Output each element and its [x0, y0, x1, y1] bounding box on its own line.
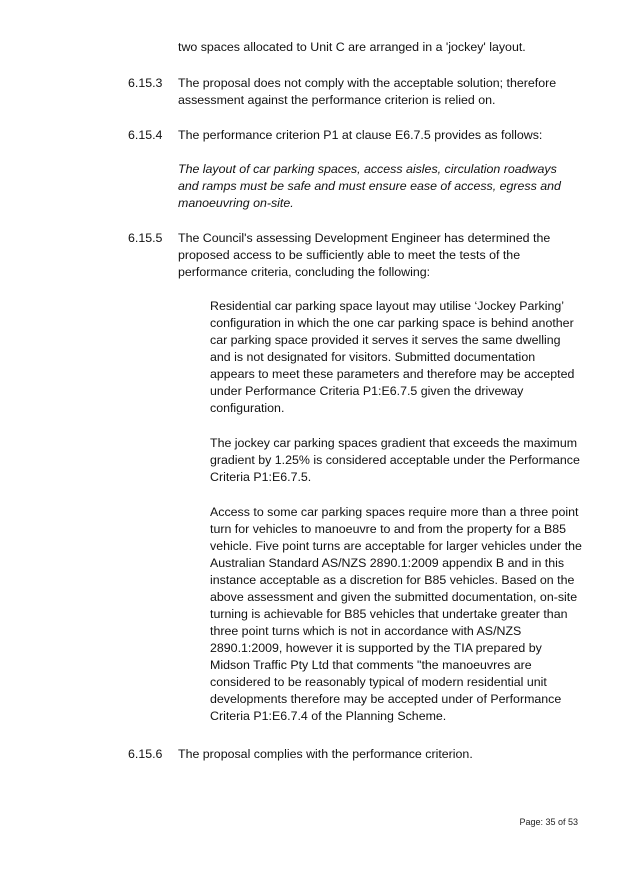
engineer-quote-line: turn for vehicles to manoeuvre to and from the property for a B85	[210, 522, 567, 536]
section-number: 6.15.4	[128, 128, 163, 142]
engineer-quote-line: car parking space provided it serves it serves the same dwelling	[210, 333, 561, 347]
engineer-quote-line: configuration.	[210, 401, 285, 415]
intro-line: two spaces allocated to Unit C are arranged in a 'jockey' layout.	[178, 40, 526, 54]
section-text-line: assessment against the performance criterion is relied on.	[178, 93, 496, 107]
section-text-line: proposed access to be sufficiently able to meet the tests of the	[178, 248, 521, 262]
engineer-quote-line: turning is achievable for B85 vehicles that undertake greater than	[210, 607, 568, 621]
section-number: 6.15.5	[128, 231, 163, 245]
criterion-quote-line: The layout of car parking spaces, access aisles, circulation roadways	[178, 162, 557, 176]
engineer-quote-line: appears to meet these parameters and therefore may be accepted	[210, 367, 575, 381]
engineer-quote-line: Midson Traffic Pty Ltd that comments "the manoeuvres are	[210, 658, 532, 672]
engineer-quote-line: developments therefore may be accepted under of Performance	[210, 692, 562, 706]
engineer-quote-line: configuration in which the one car parking space is behind another	[210, 316, 574, 330]
engineer-quote-line: Australian Standard AS/NZS 2890.1:2009 appendix B and in this	[210, 556, 565, 570]
engineer-quote-line: instance acceptable as a discretion for B85 vehicles. Based on the	[210, 573, 575, 587]
engineer-quote-line: Residential car parking space layout may utilise ‘Jockey Parking’	[210, 299, 564, 313]
section-text-line: The Council's assessing Development Engineer has determined the	[178, 231, 551, 245]
section-number: 6.15.3	[128, 76, 163, 90]
engineer-quote-line: Criteria P1:E6.7.4 of the Planning Scheme.	[210, 709, 447, 723]
engineer-quote-line: The jockey car parking spaces gradient that exceeds the maximum	[210, 436, 578, 450]
engineer-quote-line: considered to be reasonably typical of modern residential unit	[210, 675, 547, 689]
criterion-quote-line: and ramps must be safe and must ensure ease of access, egress and	[178, 179, 561, 193]
engineer-quote-line: Access to some car parking spaces require more than a three point	[210, 505, 579, 519]
section-text-line: performance criteria, concluding the following:	[178, 265, 431, 279]
criterion-quote-line: manoeuvring on-site.	[178, 196, 294, 210]
page-number: Page: 35 of 53	[519, 817, 578, 827]
engineer-quote-line: Criteria P1:E6.7.5.	[210, 470, 312, 484]
section-text-line: The proposal complies with the performance criterion.	[178, 747, 473, 761]
section-text-line: The proposal does not comply with the acceptable solution; therefore	[178, 76, 557, 90]
engineer-quote-line: vehicle. Five point turns are acceptable for larger vehicles under the	[210, 539, 582, 553]
engineer-quote-line: gradient by 1.25% is considered acceptable under the Performance	[210, 453, 580, 467]
engineer-quote-line: and is not designated for visitors. Submitted documentation	[210, 350, 536, 364]
engineer-quote-line: above assessment and given the submitted documentation, on-site	[210, 590, 578, 604]
section-number: 6.15.6	[128, 747, 163, 761]
engineer-quote-line: three point turns which is not in accordance with AS/NZS	[210, 624, 522, 638]
engineer-quote-line: 2890.1:2009, however it is supported by the TIA prepared by	[210, 641, 542, 655]
engineer-quote-line: under Performance Criteria P1:E6.7.5 given the driveway	[210, 384, 524, 398]
section-text-line: The performance criterion P1 at clause E6.7.5 provides as follows:	[178, 128, 543, 142]
